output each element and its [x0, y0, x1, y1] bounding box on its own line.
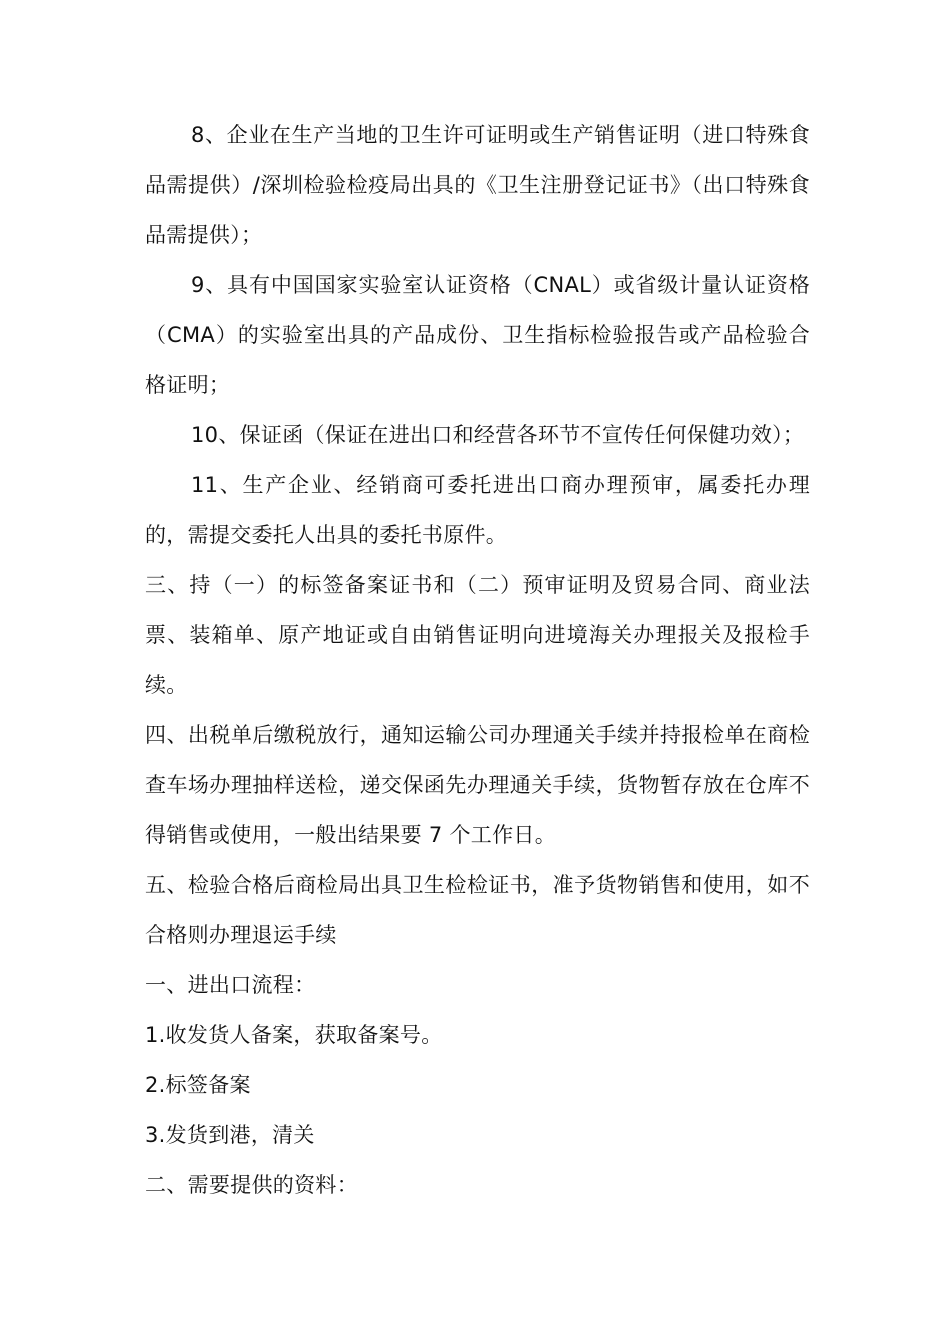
process-step-1: 1.收发货人备案，获取备案号。 — [145, 1023, 443, 1047]
paragraph-item-10: 10、保证函（保证在进出口和经营各环节不宣传任何保健功效）； — [191, 423, 805, 447]
heading-import-export-process: 一、进出口流程： — [145, 973, 316, 997]
process-step-3: 3.发货到港，清关 — [145, 1123, 315, 1147]
heading-required-materials: 二、需要提供的资料： — [145, 1173, 358, 1197]
paragraph-item-8: 8、企业在生产当地的卫生许可证明或生产销售证明（进口特殊食品需提供）/深圳检验检疫局出具的《卫生注册登记证书》（出口特殊食品需提供）； — [145, 123, 810, 247]
document-body — [145, 110, 810, 1210]
process-step-2: 2.标签备案 — [145, 1073, 251, 1097]
paragraph-item-11: 11、生产企业、经销商可委托进出口商办理预审，属委托办理的，需提交委托人出具的委托书原件。 — [145, 473, 810, 547]
paragraph-section-3: 三、持（一）的标签备案证书和（二）预审证明及贸易合同、商业法票、装箱单、原产地证或自由销售证明向进境海关办理报关及报检手续。 — [145, 573, 810, 697]
paragraph-section-5: 五、检验合格后商检局出具卫生检检证书，准予货物销售和使用，如不合格则办理退运手续 — [145, 873, 810, 947]
paragraph-item-9: 9、具有中国国家实验室认证资格（CNAL）或省级计量认证资格（CMA）的实验室出具的产品成份、卫生指标检验报告或产品检验合格证明； — [145, 273, 810, 397]
paragraph-section-4: 四、出税单后缴税放行，通知运输公司办理通关手续并持报检单在商检查车场办理抽样送检，递交保函先办理通关手续，货物暂存放在仓库不得销售或使用，一般出结果要 7 个工作日。 — [145, 723, 810, 847]
